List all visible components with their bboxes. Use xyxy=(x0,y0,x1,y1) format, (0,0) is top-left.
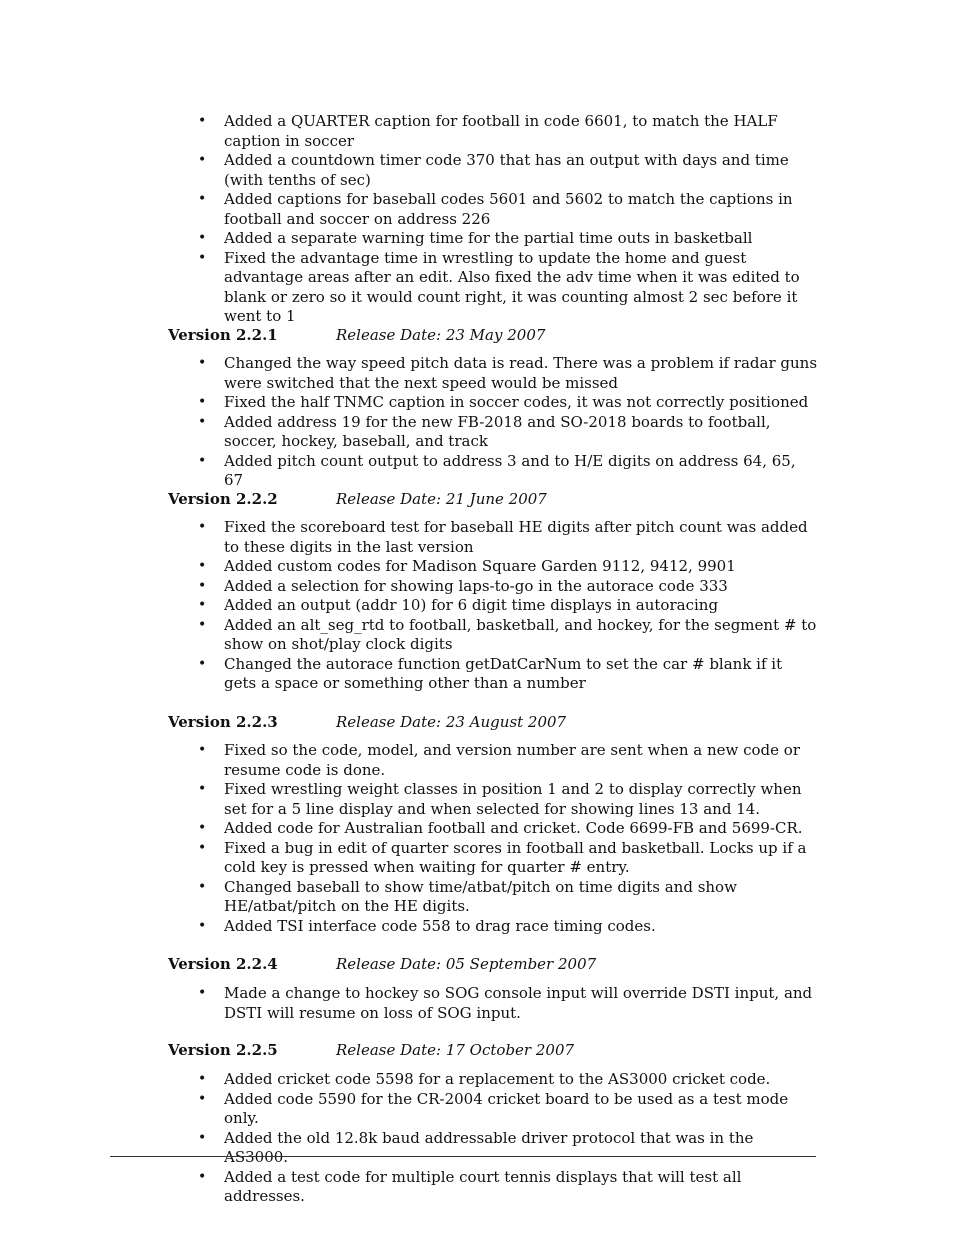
list-item: • Fixed the scoreboard test for baseball HE digits after pitch count was added to these digits in the last version xyxy=(198,518,808,556)
bullet-icon: • xyxy=(198,1090,207,1107)
version-section xyxy=(168,984,818,1023)
list-item: • Added TSI interface code 558 to drag race timing codes. xyxy=(198,916,656,935)
bullet-icon: • xyxy=(198,917,207,934)
bullet-icon: • xyxy=(198,839,207,856)
release-date: Release Date: 17 October 2007 xyxy=(336,1041,575,1059)
list-item: • Fixed the half TNMC caption in soccer codes, it was not correctly positioned xyxy=(198,393,809,411)
version-label: Version 2.2.2 xyxy=(168,490,278,508)
release-date: Release Date: 23 August 2007 xyxy=(336,713,567,731)
bullet-icon: • xyxy=(198,1129,207,1146)
version-bullet-list xyxy=(168,984,818,1023)
version-heading xyxy=(168,955,596,974)
list-item: • Added captions for baseball codes 5601 and 5602 to match the captions in football and soccer on address 226 xyxy=(198,190,793,228)
bullet-icon: • xyxy=(198,452,207,469)
list-item: • Added an alt_seg_rtd to football, basketball, and hockey, for the segment # to show on shot/play clock digits xyxy=(198,615,817,653)
bullet-icon: • xyxy=(198,413,207,430)
list-item: • Changed the way speed pitch data is read. There was a problem if radar guns were switched that the next speed would be missed xyxy=(198,354,818,392)
version-label: Version 2.2.1 xyxy=(168,326,278,344)
list-item: • Added a countdown timer code 370 that has an output with days and time (with tenths of sec) xyxy=(198,151,789,189)
list-item: • Added a separate warning time for the partial time outs in basketball xyxy=(198,229,753,247)
list-item: • Fixed so the code, model, and version number are sent when a new code or resume code is done. xyxy=(198,741,800,779)
bullet-icon: • xyxy=(198,985,207,1001)
bullet-icon: • xyxy=(198,191,207,207)
version-label: Version 2.2.5 xyxy=(168,1041,278,1059)
version-bullet-list xyxy=(168,354,818,491)
list-item: • Fixed the advantage time in wrestling to update the home and guest advantage areas after an edit. Also fixed the adv time when it was edited to blank or zero so it would count right, it was counting almost 2 sec before it went to 1 xyxy=(198,248,800,325)
version-heading xyxy=(168,1041,574,1060)
list-item: • Made a change to hockey so SOG console input will override DSTI input, and DSTI will resume on loss of SOG input. xyxy=(198,984,813,1022)
version-heading xyxy=(168,713,566,732)
list-item: • Added code 5590 for the CR-2004 cricket board to be used as a test mode only. xyxy=(198,1089,789,1127)
intro-bullet-list xyxy=(168,112,818,327)
list-item: • Added a QUARTER caption for football in code 6601, to match the HALF caption in soccer xyxy=(198,112,778,150)
bullet-icon: • xyxy=(198,597,207,613)
list-item: • Added a test code for multiple court tennis displays that will test all addresses. xyxy=(198,1167,742,1205)
bullet-icon: • xyxy=(198,152,207,168)
bullet-icon: • xyxy=(198,355,207,371)
list-item: • Added an output (addr 10) for 6 digit time displays in autoracing xyxy=(198,596,719,614)
list-item: • Added a selection for showing laps-to-go in the autorace code 333 xyxy=(198,576,728,595)
version-label: Version 2.2.4 xyxy=(168,955,278,973)
list-item: • Added pitch count output to address 3 and to H/E digits on address 64, 65, 67 xyxy=(198,451,796,489)
list-item: • Changed the autorace function getDatCarNum to set the car # blank if it gets a space or something other than a number xyxy=(198,654,783,692)
list-item: • Added the old 12.8k baud addressable driver protocol that was in the AS3000. xyxy=(198,1128,754,1166)
release-date: Release Date: 05 September 2007 xyxy=(336,955,597,973)
bullet-icon: • xyxy=(198,394,207,410)
list-item: • Added code for Australian football and cricket. Code 6699-FB and 5699-CR. xyxy=(198,819,803,837)
version-bullet-list xyxy=(168,741,818,936)
bullet-icon: • xyxy=(198,878,207,895)
version-label: Version 2.2.3 xyxy=(168,713,278,731)
bullet-icon: • xyxy=(198,577,207,594)
list-item: • Changed baseball to show time/atbat/pitch on time digits and show HE/atbat/pitch on the HE digits. xyxy=(198,877,737,915)
bullet-icon: • xyxy=(198,742,207,758)
version-bullet-list xyxy=(168,518,818,694)
bullet-icon: • xyxy=(198,249,207,266)
list-item: • Added custom codes for Madison Square Garden 9112, 9412, 9901 xyxy=(198,557,736,575)
list-item: • Added cricket code 5598 for a replacement to the AS3000 cricket code. xyxy=(198,1070,771,1088)
bullet-icon: • xyxy=(198,230,207,246)
version-section xyxy=(168,1070,818,1207)
version-section xyxy=(168,741,818,936)
bullet-icon: • xyxy=(198,519,207,535)
release-date: Release Date: 21 June 2007 xyxy=(336,490,547,508)
version-heading xyxy=(168,490,547,509)
bullet-icon: • xyxy=(198,655,207,672)
version-heading xyxy=(168,326,545,345)
version-section xyxy=(168,354,818,491)
list-item: • Added address 19 for the new FB-2018 and SO-2018 boards to football, soccer, hockey, baseball, and track xyxy=(198,412,771,450)
bullet-icon: • xyxy=(198,1071,207,1087)
version-section xyxy=(168,518,818,694)
bullet-icon: • xyxy=(198,616,207,633)
bullet-icon: • xyxy=(198,820,207,836)
version-bullet-list xyxy=(168,1070,818,1207)
list-item: • Fixed wrestling weight classes in position 1 and 2 to display correctly when set for a 5 line display and when selected for showing lines 13 and 14. xyxy=(198,780,802,818)
bullet-icon: • xyxy=(198,558,207,574)
release-date: Release Date: 23 May 2007 xyxy=(336,326,546,344)
list-item: • Fixed a bug in edit of quarter scores in football and basketball. Locks up if a cold key is pressed when waiting for quarter # entry. xyxy=(198,838,807,876)
bullet-icon: • xyxy=(198,781,207,797)
bullet-icon: • xyxy=(198,113,207,129)
intro-section xyxy=(168,112,818,327)
bullet-icon: • xyxy=(198,1168,207,1185)
footer-divider xyxy=(110,1156,816,1157)
